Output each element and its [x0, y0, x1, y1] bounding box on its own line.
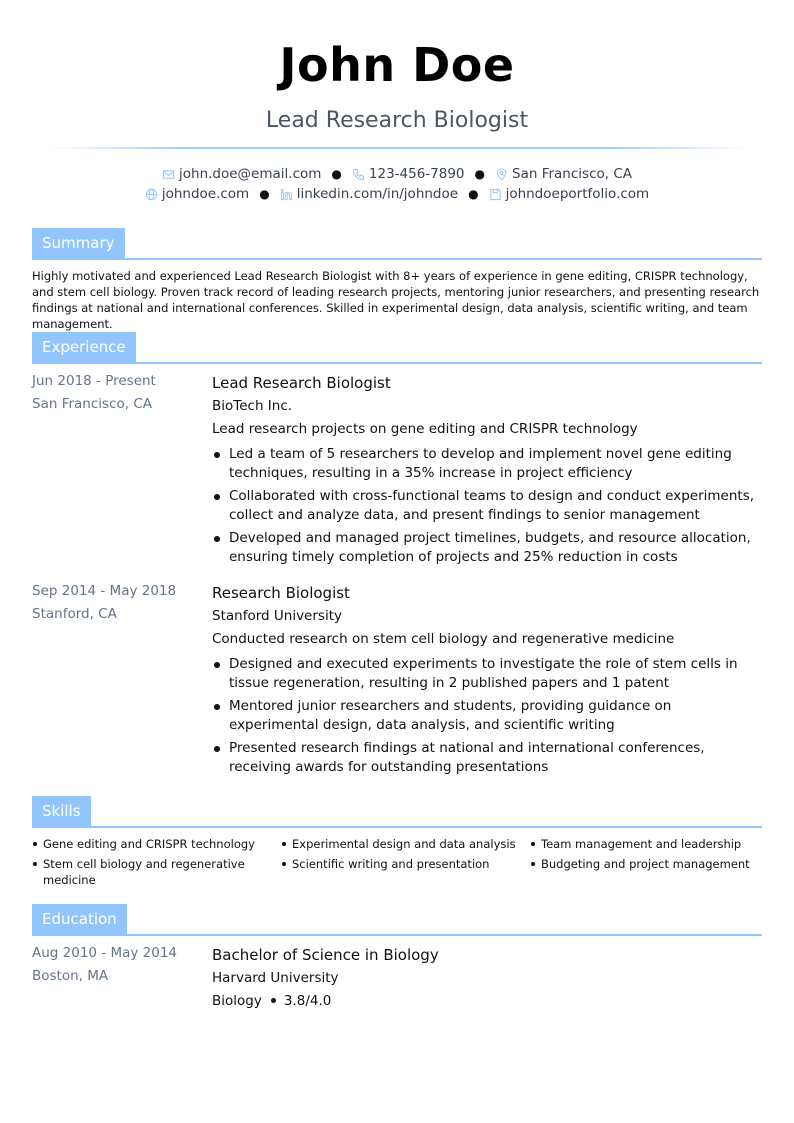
candidate-name: John Doe: [279, 38, 515, 92]
education-gpa: 3.8/4.0: [283, 993, 332, 1009]
job-bullet: Designed and executed experiments to investigate the role of stem cells in tissue regeneration, resulting in 2 published papers and 1 patent: [212, 655, 762, 693]
job-description: Lead research projects on gene editing and CRISPR technology: [212, 421, 638, 437]
job-company: BioTech Inc.: [212, 398, 293, 414]
skill-item: Budgeting and project management: [530, 856, 762, 888]
education-section-header: [32, 904, 762, 936]
job-dates: Jun 2018 - Present: [32, 373, 156, 389]
summary-section-header: [32, 228, 762, 260]
job-1-meta: [32, 370, 202, 416]
education-dates: Aug 2010 - May 2014: [32, 945, 178, 961]
contact-location-text: San Francisco, CA: [512, 166, 632, 182]
job-1-details: [212, 371, 762, 567]
contact-separator: ●: [331, 167, 342, 181]
education-location: Boston, MA: [32, 968, 109, 984]
contact-separator: ●: [259, 187, 270, 201]
education-school: Harvard University: [212, 970, 339, 986]
skills-list: [32, 836, 762, 888]
education-separator: [271, 998, 276, 1003]
job-bullet: Led a team of 5 researchers to develop and implement novel gene editing techniques, resulting in a 35% increase in project efficiency: [212, 445, 762, 483]
contact-linkedin-text: linkedin.com/in/johndoe: [296, 186, 459, 202]
section-divider: [32, 826, 762, 828]
skill-item: Team management and leadership: [530, 836, 762, 852]
job-dates: Sep 2014 - May 2018: [32, 583, 177, 599]
skill-item: Experimental design and data analysis: [281, 836, 530, 852]
candidate-headline: Lead Research Biologist: [265, 108, 529, 133]
job-bullets: [212, 445, 762, 567]
contact-website-text: johndoe.com: [161, 186, 250, 202]
contact-linkedin[interactable]: [280, 186, 458, 202]
skills-section-header: [32, 796, 762, 828]
education-meta: [32, 942, 202, 988]
job-2-details: [212, 581, 762, 777]
section-divider: [32, 362, 762, 364]
job-company: Stanford University: [212, 608, 342, 624]
job-bullet: Mentored junior researchers and students, providing guidance on experimental design, data analysis, and scientific writing: [212, 697, 762, 735]
job-bullet: Collaborated with cross-functional teams to design and conduct experiments, collect and analyze data, and present findings to senior management: [212, 487, 762, 525]
education-field: Biology: [212, 993, 262, 1009]
contact-portfolio-text: johndoeportfolio.com: [505, 186, 650, 202]
education-heading: Education: [32, 904, 127, 936]
location-pin-icon: [495, 168, 508, 181]
summary-heading: Summary: [32, 228, 125, 260]
contact-line-1: [0, 166, 794, 182]
job-location: Stanford, CA: [32, 606, 117, 622]
job-bullets: [212, 655, 762, 777]
job-2-meta: [32, 580, 202, 626]
contact-website[interactable]: [145, 186, 249, 202]
header-divider: [46, 147, 748, 149]
contact-phone[interactable]: [352, 166, 465, 182]
contact-location: [495, 166, 632, 182]
job-bullet: Developed and managed project timelines, budgets, and resource allocation, ensuring timely completion of projects and 25% reduction in costs: [212, 529, 762, 567]
job-title: Research Biologist: [212, 584, 350, 602]
contact-email[interactable]: [162, 166, 321, 182]
experience-section-header: [32, 332, 762, 364]
contact-separator: ●: [468, 187, 479, 201]
skill-item: Scientific writing and presentation: [281, 856, 530, 888]
contact-separator: ●: [474, 167, 486, 181]
section-divider: [32, 258, 762, 260]
education-degree: Bachelor of Science in Biology: [212, 946, 439, 964]
linkedin-icon: [280, 188, 293, 201]
section-divider: [32, 934, 762, 936]
skills-heading: Skills: [32, 796, 91, 828]
contact-email-text: john.doe@email.com: [179, 166, 322, 182]
globe-icon: [145, 188, 158, 201]
experience-heading: Experience: [32, 332, 136, 364]
contact-phone-text: 123-456-7890: [368, 166, 465, 182]
job-description: Conducted research on stem cell biology and regenerative medicine: [212, 631, 675, 647]
job-title: Lead Research Biologist: [212, 374, 391, 392]
education-field-gpa: [212, 990, 762, 1013]
job-bullet: Presented research findings at national and international conferences, receiving awards for outstanding presentations: [212, 739, 762, 777]
phone-icon: [352, 168, 365, 181]
skill-item: Stem cell biology and regenerative medicine: [32, 856, 281, 888]
education-details: [212, 943, 762, 1013]
skill-item: Gene editing and CRISPR technology: [32, 836, 281, 852]
contact-line-2: [0, 186, 794, 202]
job-location: San Francisco, CA: [32, 396, 152, 412]
mail-icon: [162, 168, 175, 181]
portfolio-icon: [489, 188, 502, 201]
contact-portfolio[interactable]: [489, 186, 650, 202]
summary-text: Highly motivated and experienced Lead Research Biologist with 8+ years of experience in gene editing, CRISPR technology, and stem cell biology. Proven track record of leading research projects, mentoring junior researchers, and presenting research findings at national and international conferences. Skilled in experimental design, data analysis, scientific writing, and team management.: [32, 269, 760, 331]
